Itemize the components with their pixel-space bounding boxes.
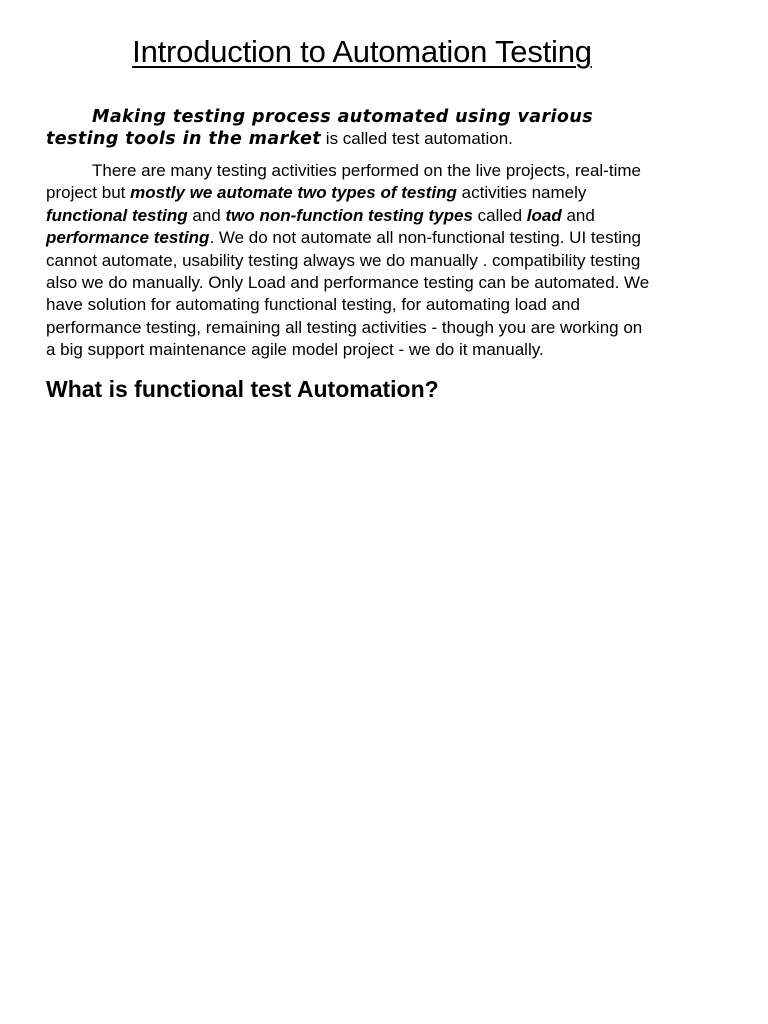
document-body bbox=[46, 106, 654, 404]
para-emphasis-5: performance testing bbox=[46, 228, 210, 248]
intro-rest: is called test automation. bbox=[321, 129, 513, 148]
para-text-4: called bbox=[472, 205, 527, 225]
main-paragraph bbox=[46, 160, 654, 362]
section-heading: What is functional test Automation? bbox=[46, 375, 439, 402]
para-emphasis-2: functional testing bbox=[46, 205, 188, 225]
para-text-6: . We do not automate all non-functional testing. UI testing cannot automate, usability testing always we do manually . compatibility testing also we do manually. Only Load and performance testing can be automated. We have solution for automating functional testing, for automating load and performance testing, remaining all testing activities - though you are working on a big support maintenance agile model project - we do it manually. bbox=[46, 228, 650, 360]
para-text-5: and bbox=[561, 205, 595, 225]
para-text-2: activities namely bbox=[456, 183, 587, 203]
para-text-1: There are many testing activities performed on the live projects, real-time project but bbox=[46, 161, 641, 203]
document-title: Introduction to Automation Testing bbox=[132, 34, 592, 69]
intro-bold-lead: Making testing process automated using various testing tools in the market bbox=[46, 107, 594, 149]
para-emphasis-1: mostly we automate two types of testing bbox=[130, 183, 457, 203]
para-text-3: and bbox=[187, 205, 226, 225]
para-emphasis-3: two non-function testing types bbox=[225, 205, 473, 225]
intro-paragraph bbox=[46, 106, 654, 150]
para-emphasis-4: load bbox=[526, 205, 562, 225]
